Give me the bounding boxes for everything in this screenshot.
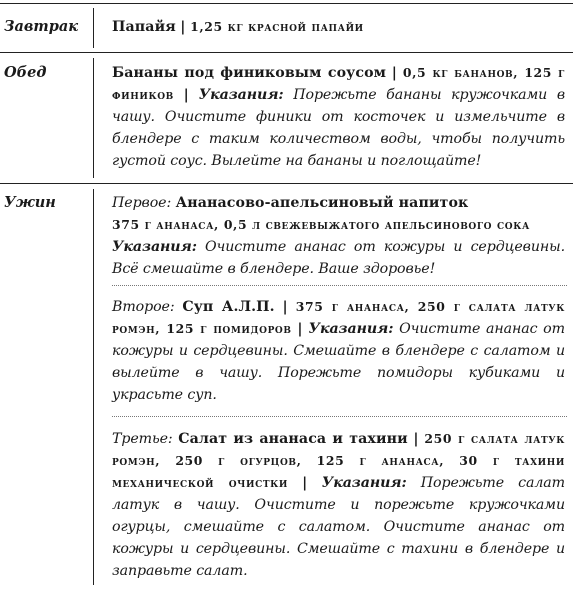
meal-label-lunch: Обед xyxy=(4,64,47,81)
meal-label-dinner: Ужин xyxy=(4,194,56,211)
recipe-lunch xyxy=(112,62,565,172)
dish-name: Бананы под финиковым соусом xyxy=(112,65,387,81)
ingredients: 375 г ананаса, 0,5 л свежевыжатого апельсинового сока xyxy=(112,217,530,232)
ingredients: 375 г ананаса, 250 г салата латук ромэн, 125 г помидоров xyxy=(112,299,565,336)
course-label: Первое: xyxy=(112,195,172,211)
directions-label: Указания: xyxy=(308,321,394,337)
directions: Очистите ананас от кожуры и сердцевины. Смешайте в блендере с салатом и вылейте в чашу. Порежьте помидоры кубиками и украсьте суп. xyxy=(112,321,565,403)
course-label: Второе: xyxy=(112,299,175,315)
ingredients: 250 г салата латук ромэн, 250 г огурцов, 125 г ананаса, 30 г тахини механической очистки xyxy=(112,431,565,490)
rule-after-first xyxy=(112,285,567,286)
directions: Порежьте бананы кружочками в чашу. Очистите финики от косточек и измельчите в блендере с таким количеством воды, чтобы получить густой соус. Вылейте на бананы и поглощайте! xyxy=(112,87,565,169)
separator: | xyxy=(302,475,322,491)
separator: | xyxy=(282,299,296,315)
column-divider-dinner xyxy=(93,189,94,585)
ingredients: 1,25 кг красной папайи xyxy=(190,19,364,34)
ingredients: 0,5 кг бананов, 125 г фиников xyxy=(112,65,565,102)
rule-after-lunch xyxy=(0,183,573,184)
directions: Порежьте салат латук в чашу. Очистите и порежьте кружочками огурцы, смешайте с салатом. Очистите ананас от кожуры и сердцевины. Смешайте с тахини в блендере и заправьте салат. xyxy=(112,475,566,579)
top-rule xyxy=(0,3,573,4)
dish-name: Салат из ананаса и тахини xyxy=(178,431,408,447)
directions: Очистите ананас от кожуры и сердцевины. Всё смешайте в блендере. Ваше здоровье! xyxy=(112,239,565,277)
directions-label: Указания: xyxy=(198,87,284,103)
recipe-dinner-second xyxy=(112,296,565,406)
meal-label-breakfast: Завтрак xyxy=(4,18,79,35)
separator: | xyxy=(297,321,309,337)
rule-after-breakfast xyxy=(0,52,573,53)
recipe-breakfast xyxy=(112,16,565,38)
directions-label: Указания: xyxy=(321,475,407,491)
recipe-dinner-third xyxy=(112,428,565,582)
course-label: Третье: xyxy=(112,431,173,447)
dish-name: Суп А.Л.П. xyxy=(182,299,275,315)
recipe-dinner-first xyxy=(112,192,565,280)
directions-label: Указания: xyxy=(112,239,197,255)
dish-name: Папайя xyxy=(112,19,176,35)
separator: | xyxy=(180,19,191,35)
separator: | xyxy=(183,87,199,103)
column-divider-lunch xyxy=(93,58,94,178)
rule-after-second xyxy=(112,416,567,417)
separator: | xyxy=(391,65,403,81)
separator: | xyxy=(413,431,425,447)
dish-name: Ананасово-апельсиновый напиток xyxy=(175,195,469,211)
column-divider-breakfast xyxy=(93,8,94,48)
